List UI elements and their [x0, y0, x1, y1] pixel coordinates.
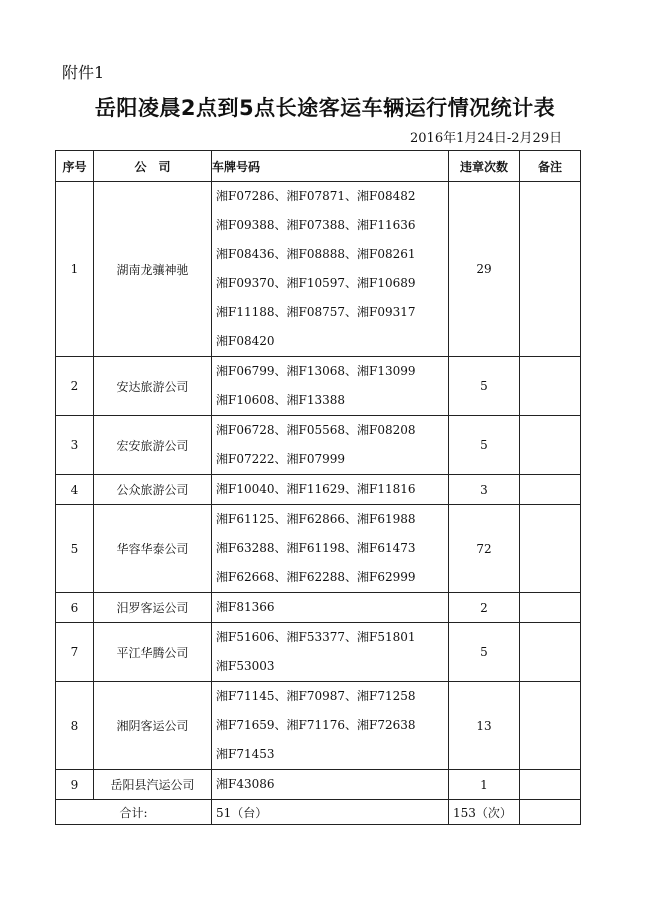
plate-line: 湘F06799、湘F13068、湘F13099: [216, 364, 416, 378]
row-number: 4: [56, 475, 94, 505]
attachment-label: 附件1: [62, 63, 105, 82]
note-cell: [520, 505, 581, 593]
company-name: 宏安旅游公司: [94, 416, 212, 475]
note-cell: [520, 682, 581, 770]
note-cell: [520, 182, 581, 357]
table-row: [56, 357, 581, 416]
plate-list: [212, 770, 449, 800]
plate-line: 湘F09388、湘F07388、湘F11636: [216, 218, 416, 232]
plate-list: [212, 416, 449, 475]
header-note: 备注: [520, 151, 581, 182]
header-company: 公 司: [94, 151, 212, 182]
note-cell: [520, 416, 581, 475]
plate-list: [212, 357, 449, 416]
violation-count: 1: [449, 770, 520, 800]
plate-list: [212, 475, 449, 505]
row-number: 8: [56, 682, 94, 770]
note-cell: [520, 593, 581, 623]
violation-count: 5: [449, 357, 520, 416]
plate-line: 湘F43086: [216, 777, 275, 791]
header-violations: 违章次数: [449, 151, 520, 182]
table-header-row: [56, 151, 581, 182]
plate-line: 湘F08420: [216, 334, 275, 348]
note-cell: [520, 475, 581, 505]
note-cell: [520, 623, 581, 682]
header-plates: 车牌号码: [212, 151, 449, 182]
table-row: [56, 505, 581, 593]
date-range: 2016年1月24日-2月29日: [410, 131, 563, 146]
plate-line: 湘F71453: [216, 747, 275, 761]
plate-line: 湘F09370、湘F10597、湘F10689: [216, 276, 416, 290]
plate-line: 湘F07222、湘F07999: [216, 452, 346, 466]
statistics-table: [55, 150, 581, 825]
table-row: [56, 593, 581, 623]
violation-count: 13: [449, 682, 520, 770]
violation-count: 5: [449, 416, 520, 475]
plate-line: 湘F62668、湘F62288、湘F62999: [216, 570, 416, 584]
table-row: [56, 182, 581, 357]
company-name: 湖南龙骧神驰: [94, 182, 212, 357]
plate-list: [212, 623, 449, 682]
row-number: 3: [56, 416, 94, 475]
header-no: 序号: [56, 151, 94, 182]
violation-count: 29: [449, 182, 520, 357]
plate-line: 湘F81366: [216, 600, 275, 614]
company-name: 湘阴客运公司: [94, 682, 212, 770]
plate-line: 湘F61125、湘F62866、湘F61988: [216, 512, 416, 526]
note-cell: [520, 770, 581, 800]
violation-count: 2: [449, 593, 520, 623]
total-label: 合计:: [56, 800, 212, 825]
table-row: [56, 623, 581, 682]
plate-list: [212, 505, 449, 593]
total-violations: 153（次）: [449, 800, 520, 825]
plate-line: 湘F71659、湘F71176、湘F72638: [216, 718, 416, 732]
company-name: 公众旅游公司: [94, 475, 212, 505]
violation-count: 3: [449, 475, 520, 505]
plate-line: 湘F07286、湘F07871、湘F08482: [216, 189, 416, 203]
plate-list: [212, 593, 449, 623]
row-number: 6: [56, 593, 94, 623]
row-number: 1: [56, 182, 94, 357]
document-title: 岳阳凌晨2点到5点长途客运车辆运行情况统计表: [94, 96, 556, 120]
table-row: [56, 475, 581, 505]
plate-line: 湘F51606、湘F53377、湘F51801: [216, 630, 416, 644]
plate-line: 湘F53003: [216, 659, 275, 673]
plate-line: 湘F63288、湘F61198、湘F61473: [216, 541, 416, 555]
row-number: 5: [56, 505, 94, 593]
plate-line: 湘F10608、湘F13388: [216, 393, 346, 407]
table-row: [56, 682, 581, 770]
company-name: 汨罗客运公司: [94, 593, 212, 623]
plate-line: 湘F08436、湘F08888、湘F08261: [216, 247, 416, 261]
company-name: 岳阳县汽运公司: [94, 770, 212, 800]
plate-line: 湘F10040、湘F11629、湘F11816: [216, 482, 416, 496]
plate-line: 湘F06728、湘F05568、湘F08208: [216, 423, 416, 437]
row-number: 7: [56, 623, 94, 682]
company-name: 平江华腾公司: [94, 623, 212, 682]
total-row: [56, 800, 581, 825]
company-name: 安达旅游公司: [94, 357, 212, 416]
table-row: [56, 416, 581, 475]
table-row: [56, 770, 581, 800]
violation-count: 5: [449, 623, 520, 682]
row-number: 9: [56, 770, 94, 800]
violation-count: 72: [449, 505, 520, 593]
company-name: 华容华泰公司: [94, 505, 212, 593]
note-cell: [520, 357, 581, 416]
total-vehicles: 51（台）: [212, 800, 449, 825]
plate-line: 湘F71145、湘F70987、湘F71258: [216, 689, 416, 703]
plate-line: 湘F11188、湘F08757、湘F09317: [216, 305, 416, 319]
plate-list: [212, 682, 449, 770]
total-note: [520, 800, 581, 825]
plate-list: [212, 182, 449, 357]
row-number: 2: [56, 357, 94, 416]
table-body: [56, 182, 581, 800]
